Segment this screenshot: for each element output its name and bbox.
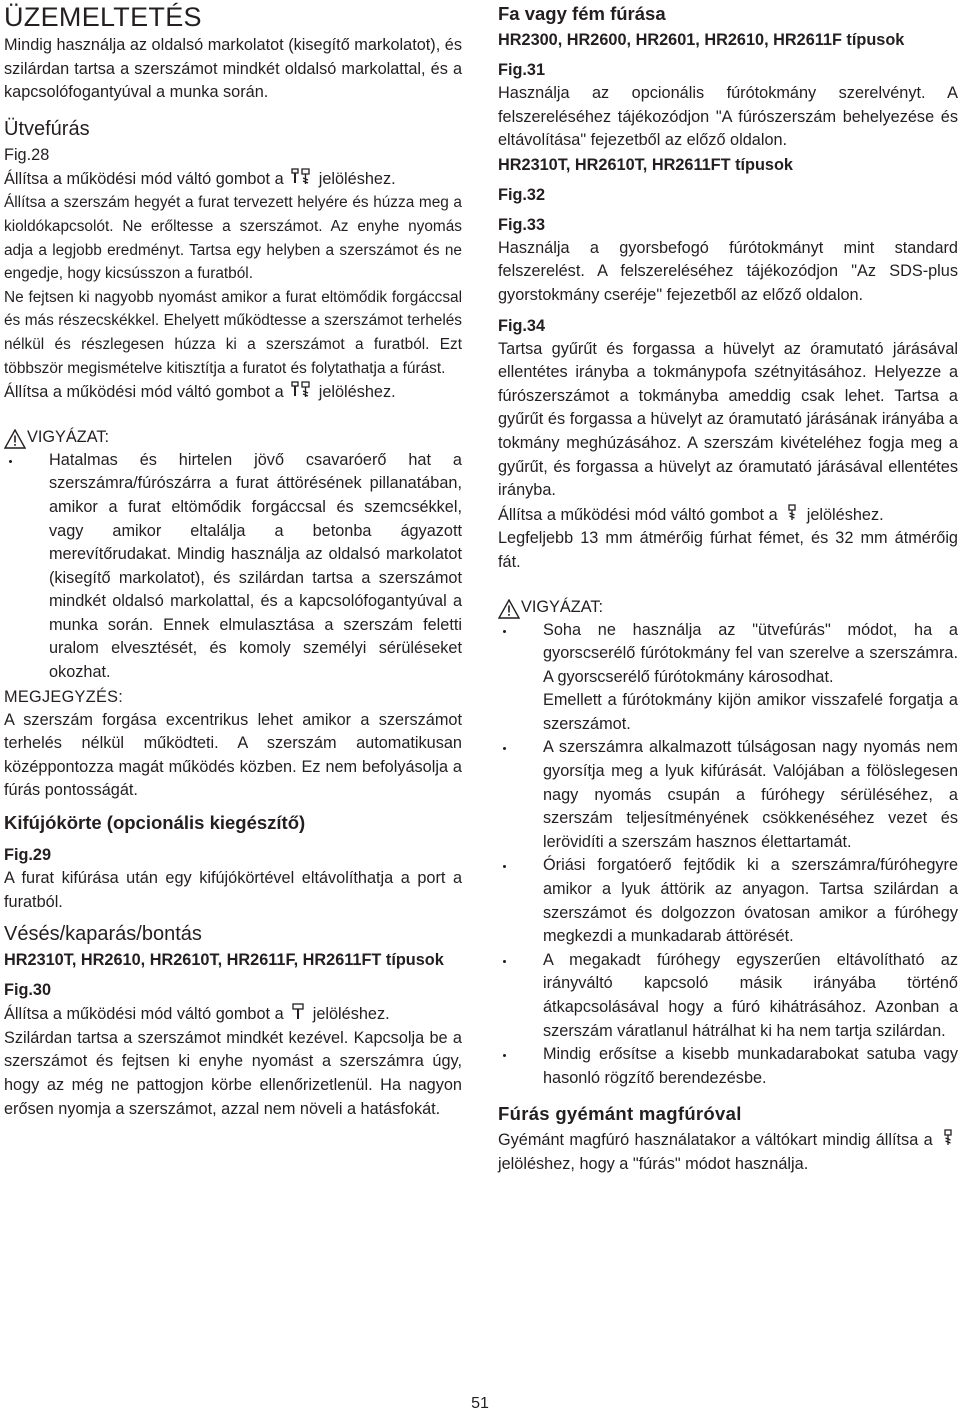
mode-instruction-paragraph: Állítsa a működési mód váltó gombot a jelöléshez. [4,167,462,192]
hammer-drill-mode-icon [290,167,312,187]
fig-34-paragraph: Tartsa gyűrűt és forgassa a hüvelyt az óramutató járásával ellentétes irányba a tokmánypofa szétnyitásához. Helyezze a fúrószerszámot a tokmányba ameddig csak lehet. Tartsa a gyűrűt és forgassa a hüvelyt az óramutató járásának irányába a tokmány meghúzásához. A szerszám kivételéhez fogja meg a gyűrűt, és forgassa a hüvelyt az óramutató járásával ellentétes irányba. [498,339,958,500]
hammer-only-mode-icon [290,1002,306,1022]
fig-32-label: Fig.32 [498,185,546,204]
fig-29-label: Fig.29 [4,846,52,865]
fig-34-label: Fig.34 [498,316,546,335]
section-heading-hammer-drilling: Ütvefúrás [4,117,90,140]
fig-33-label: Fig.33 [498,215,546,234]
caution-item: Óriási forgatóerő fejtődik ki a szerszámra/fúróhegyre amikor a lyuk áttörik az anyagon. Tartsa szilárdan a szerszámot és dolgozzon óvatosan amikor a fúróhegy megkezdi a munkadarab áttörését. [498,854,958,948]
models-group-1: HR2300, HR2600, HR2601, HR2610, HR2611F típusok [498,31,905,49]
section-heading-blow-out-bulb: Kifújókörte (opcionális kiegészítő) [4,812,306,834]
drill-only-mode-icon [784,503,800,523]
caution-heading-right: VIGYÁZAT: [498,595,958,619]
chiseling-models: HR2310T, HR2610, HR2610T, HR2611F, HR2611FT típusok [4,951,444,970]
warning-triangle-icon [4,429,26,449]
caution-item: Hatalmas és hirtelen jövő csavaróerő hat a szerszámra/fúrószárra a furat áttörésének pillanatában, amikor a furat eltömődik forgáccsal és szemcsékkel, vagy amikor eltalálja a betonba ágyazott merevítőrudakat. Mindig használja az oldalsó markolatot (kisegítő markolatot), és szilárdan tartsa a szerszámot mindkét oldalsó markolattal, és a kapcsolófogantyúval a munka során. Ennek elmulasztása a szerszám feletti uralom elvesztését, és komoly személyi sérüléseket okozhat. [4,449,462,685]
mode-instruction-paragraph-2: Állítsa a működési mód váltó gombot a jelöléshez. [4,380,462,405]
note-heading: MEGJEGYZÉS: [4,687,124,706]
drill-mode-instruction: Állítsa a működési mód váltó gombot a jelöléshez. [498,503,958,528]
left-column [4,0,462,1121]
fig-28-label: Fig.28 [4,145,50,164]
caution-item: A szerszámra alkalmazott túlságosan nagy nyomás nem gyorsítja meg a lyuk kifúrását. Valójában a fölöslegesen nagy nyomás csupán a fúróhegy sérüléséhez, a szerszám teljesítményének csökkenéséhez vezet és lerövidíti a szerszám hasznos élettartamát. [498,736,958,854]
page-number: 51 [471,1395,489,1412]
note-paragraph: A szerszám forgása excentrikus lehet amikor a szerszámot terhelés nélkül működteti. A szerszám automatikusan középpontozza magát működés közben. Ez nem befolyásolja a fúrás pontosságát. [4,710,462,800]
fig-31-label: Fig.31 [498,61,546,79]
caution-list [4,449,462,685]
fig-33-paragraph: Használja a gyorsbefogó fúrótokmányt mint standard felszerelést. A felszereléséhez tájékozódjon "Az SDS-plus gyorstokmány cseréje" fejezetből az előző oldalon. [498,238,958,304]
diamond-paragraph: Gyémánt magfúró használatakor a váltókart mindig állítsa a jelöléshez, hogy a "fúrás" módot használja. [498,1128,958,1176]
caution-item: Soha ne használja az "ütvefúrás" módot, ha a gyorscserélő fúrótokmány fel van szerelve a szerszámra. A gyorscserélő fúrótokmány károsodhat. Emellett a fúrótokmány kijön amikor visszafelé forgatja a szerszámot. [498,619,958,737]
blow-out-paragraph: A furat kifúrása után egy kifújókörtével eltávolíthatja a port a furatból. [4,869,462,911]
warning-triangle-icon [498,599,520,619]
chisel-mode-instruction: Állítsa a működési mód váltó gombot a jelöléshez. [4,1002,462,1027]
chiseling-paragraph: Szilárdan tartsa a szerszámot mindkét kezével. Kapcsolja be a szerszámot és fejtsen ki enyhe nyomást a szerszámra úgy, hogy az még ne pattogjon körbe ellenőrizetlenül. Ha nagyon erősen nyomja a szerszámot, azzal nem növeli a hatásfokát. [4,1028,462,1118]
section-heading-wood-metal: Fa vagy fém fúrása [498,3,666,24]
caution-item: Mindig erősítse a kisebb munkadarabokat satuba vagy hasonló rögzítő berendezésbe. [498,1043,958,1090]
page-title: ÜZEMELTETÉS [4,2,202,32]
hammer-drill-mode-icon [290,380,312,400]
intro-paragraph: Mindig használja az oldalsó markolatot (kisegítő markolatot), és szilárdan tartsa a szerszámot mindkét oldalsó markolattal, és a kapcsolófogantyúval a munka során. [4,36,462,102]
capacity-paragraph: Legfeljebb 13 mm átmérőig fúrhat fémet, és 32 mm átmérőig fát. [498,529,958,571]
clogged-hole-paragraph: Ne fejtsen ki nagyobb nyomást amikor a furat eltömődik forgáccsal és más részecskékkel. Ehelyett működtesse a szerszámot terhelés nélkül és részlegesen húzza ki a szerszámot a furatból. Ezt többször megismételve kitisztítja a furatot és folytathatja a fúrást. [4,288,462,377]
models-group-2: HR2310T, HR2610T, HR2611FT típusok [498,155,793,174]
caution-list-right [498,619,958,1091]
caution-heading: VIGYÁZAT: [4,425,462,449]
hammer-drilling-paragraph: Állítsa a szerszám hegyét a furat tervezett helyére és húzza meg a kioldókapcsolót. Ne erőltesse a szerszámot. Az enyhe nyomás adja a legjobb eredményt. Tartsa egy helyben a szerszámot és ne engedje, hogy kicsússzon a furatból. [4,194,462,283]
section-heading-diamond-core: Fúrás gyémánt magfúróval [498,1103,742,1125]
caution-item: A megakadt fúróhegy egyszerűen eltávolítható az irányváltó kapcsoló másik irányába történő átkapcsolásával hogy a fúró kihátrásához. Azonban a szerszám váratlanul hátrálhat ki ha nem tartja szilárdan. [498,949,958,1043]
fig-30-label: Fig.30 [4,981,52,1000]
section-heading-chiseling: Vésés/kaparás/bontás [4,923,202,946]
fig-31-paragraph: Használja az opcionális fúrótokmány szerelvényt. A felszereléséhez tájékozódjon "A fúrószerszám behelyezése és eltávolítása" fejezetből az előző oldalon. [498,84,958,150]
right-column [498,0,958,1177]
drill-only-mode-icon [940,1128,956,1148]
